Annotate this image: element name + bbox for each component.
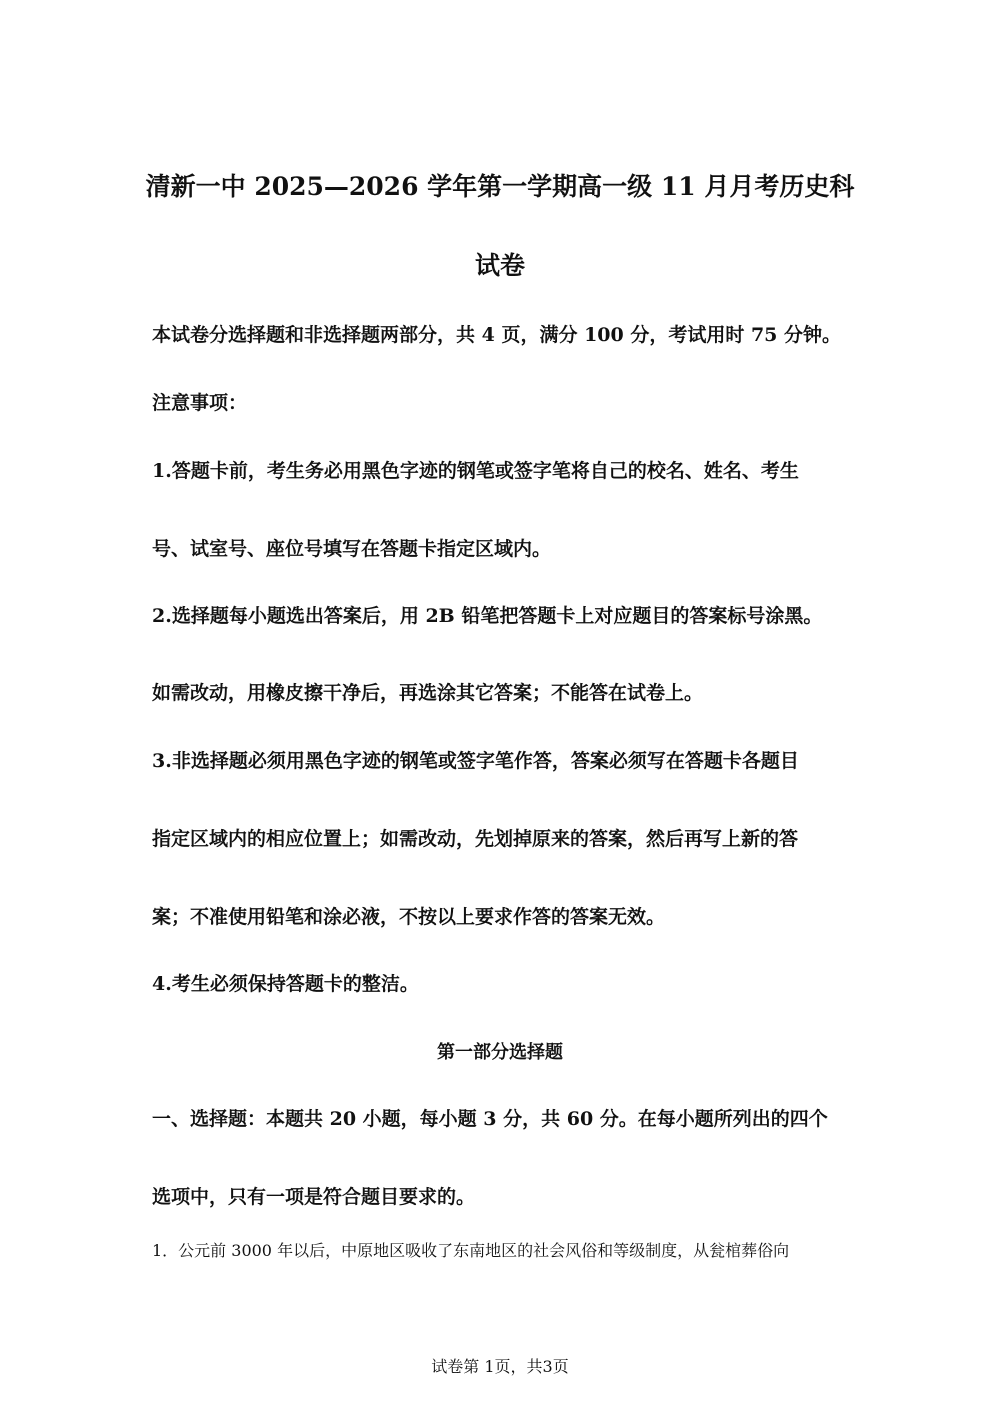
- exam-intro: 本试卷分选择题和非选择题两部分，共 4 页，满分 100 分，考试用时 75 分钟。: [152, 324, 842, 346]
- notice-item-4: 4.考生必须保持答题卡的整洁。: [152, 973, 419, 995]
- notice-item-1-line-2: 号、试室号、座位号填写在答题卡指定区域内。: [152, 538, 552, 560]
- part1-instruction-line-1: 一、选择题：本题共 20 小题，每小题 3 分，共 60 分。在每小题所列出的四个: [152, 1108, 828, 1130]
- notice-item-2-line-2: 如需改动，用橡皮擦干净后，再选涂其它答案；不能答在试卷上。: [152, 682, 704, 704]
- notice-item-3-line-3: 案；不准使用铅笔和涂必液，不按以上要求作答的答案无效。: [152, 906, 666, 928]
- notice-heading: 注意事项：: [152, 392, 248, 414]
- exam-title-line1: 清新一中 2025—2026 学年第一学期高一级 11 月月考历史科: [145, 172, 855, 201]
- page-footer: 试卷第 1页，共3页: [431, 1357, 569, 1376]
- notice-item-3-line-1: 3.非选择题必须用黑色字迹的钢笔或签字笔作答，答案必须写在答题卡各题目: [152, 750, 799, 772]
- notice-item-1-line-1: 1.答题卡前，考生务必用黑色字迹的钢笔或签字笔将自己的校名、姓名、考生: [152, 460, 799, 482]
- part1-instruction-line-2: 选项中，只有一项是符合题目要求的。: [152, 1186, 476, 1208]
- question-1-text: 1．公元前 3000 年以后，中原地区吸收了东南地区的社会风俗和等级制度，从瓮棺葬俗向: [152, 1241, 790, 1260]
- notice-item-3-line-2: 指定区域内的相应位置上；如需改动，先划掉原来的答案，然后再写上新的答: [152, 828, 799, 850]
- exam-title-line2: 试卷: [474, 251, 525, 280]
- notice-item-2-line-1: 2.选择题每小题选出答案后，用 2B 铅笔把答题卡上对应题目的答案标号涂黑。: [152, 605, 823, 627]
- part1-heading: 第一部分选择题: [437, 1042, 563, 1063]
